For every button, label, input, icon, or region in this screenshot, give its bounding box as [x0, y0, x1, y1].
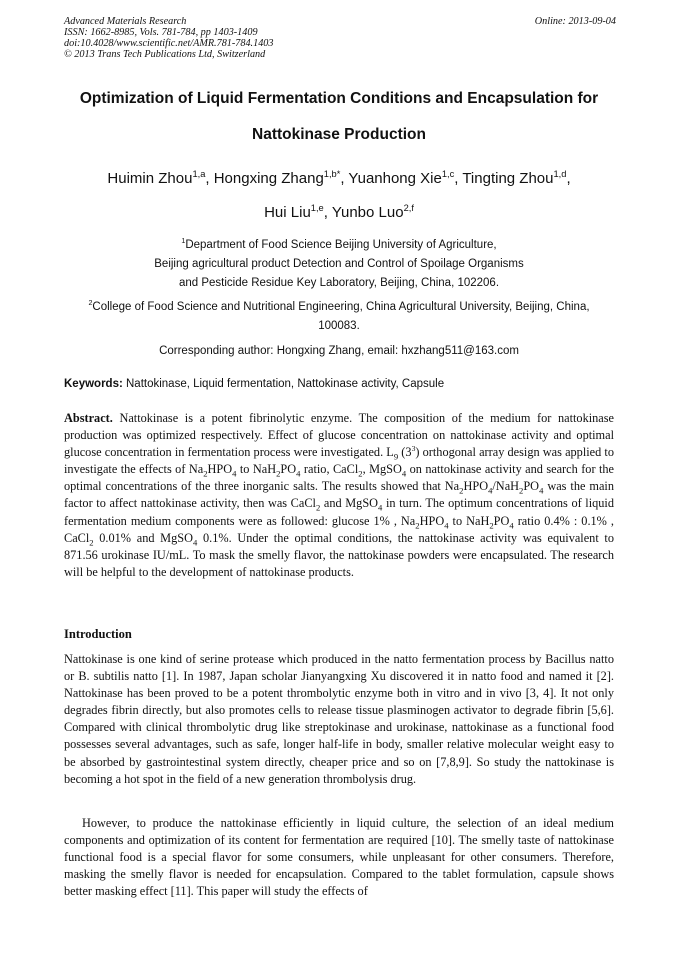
superscript: 3 — [411, 444, 416, 454]
abstract-text: , MgSO — [362, 462, 402, 477]
affiliation-sup: 2 — [88, 299, 93, 308]
subscript: 2 — [89, 537, 94, 548]
author-sep: , — [323, 204, 332, 221]
author-name: Tingting Zhou — [462, 170, 554, 187]
subscript: 4 — [401, 468, 407, 479]
copyright-line: © 2013 Trans Tech Publications Ltd, Switzerland — [64, 49, 266, 60]
corresponding-author: Corresponding author: Hongxing Zhang, email: hxzhang511@163.com — [159, 345, 519, 357]
paper-title-line2: Nattokinase Production — [252, 126, 426, 143]
author-sup: 2,f — [403, 203, 414, 213]
affiliation-text: Beijing agricultural product Detection and Control of Spoilage Organisms — [154, 258, 524, 270]
author-sup: 1,e — [310, 203, 324, 213]
abstract-text: was the main factor to affect nattokinase activity, then was CaCl — [64, 479, 614, 511]
abstract-text: PO — [493, 513, 510, 528]
subscript: 4 — [444, 520, 449, 531]
subscript: 2 — [489, 520, 494, 531]
abstract — [64, 410, 614, 581]
author-name: Huimin Zhou — [107, 170, 193, 187]
abstract-text: Nattokinase is a potent fibrinolytic enzyme. The composition of the medium for nattokinase production was optimized respectively. Effect of glucose concentration on nattokinase activity and optimal glucose concentration in fermentation process were investigated. L — [64, 411, 614, 460]
affiliation-1 — [30, 236, 648, 293]
subscript: 4 — [192, 537, 198, 548]
subscript: 2 — [276, 468, 281, 479]
subscript: 4 — [539, 485, 544, 496]
section-heading-introduction: Introduction — [64, 627, 132, 641]
introduction-paragraph-2 — [64, 815, 614, 900]
subscript: 2 — [519, 485, 524, 496]
keywords — [64, 378, 616, 390]
abstract-text: on nattokinase activity and search for the optimal concentrations of the three inorganic salts. The results showed that Na — [64, 462, 615, 494]
subscript: 4 — [296, 468, 301, 479]
paragraph-text: Nattokinase is one kind of serine protease which produced in the natto fermentation process by Bacillus natto or B. subtilis natto [1]. In 1987, Japan scholar Jianyangxing Xu discovered it in natto food and named it [2]. Nattokinase has been proved to be a potent thrombolytic enzyme both in vitro and in vivo [3, 4]. It not only degrades fibrin directly, but also promotes cells to release tissue plasminogen activator to degrade fibrin [5,6]. Compared with clinical thrombolytic drug like streptokinase and urokinase, nattokinase as a functional food possesses several advantages, such as safe, longer half-life in body, smaller relative molecular weight easy to be absorbed by gastrointestinal system directly, cheaper price and so on [7,8,9]. So study the nattokinase is becoming a hot spot in the field of a new generation thrombolysis drug. — [64, 652, 614, 786]
author-list-line2 — [30, 204, 648, 221]
abstract-text: HPO — [419, 513, 445, 528]
subscript: 2 — [415, 520, 420, 531]
author-sep: , — [340, 170, 349, 187]
affiliation-text: College of Food Science and Nutritional Engineering, China Agricultural University, Beijing, China, — [92, 301, 590, 313]
abstract-text: 0.1%. Under the optimal conditions, the nattokinase activity was equivalent to 871.56 urokinase IU/mL. To mask the smelly flavor, the nattokinase powders were encapsulated. The research will be helpful to the development of nattokinase products. — [64, 530, 614, 579]
abstract-text: ) orthogonal array design was applied to investigate the effects of Na — [64, 445, 614, 477]
affiliation-2 — [30, 298, 648, 336]
author-sup: 1,a — [192, 169, 206, 179]
author-sup: 1,b* — [323, 169, 341, 179]
issn-line: ISSN: 1662-8985, Vols. 781-784, pp 1403-1409 — [64, 27, 258, 38]
abstract-text: ratio, CaCl — [300, 462, 359, 477]
author-list-line1 — [30, 170, 648, 187]
affiliation-text: Department of Food Science Beijing University of Agriculture, — [185, 239, 497, 251]
affiliation-sup: 1 — [181, 237, 186, 246]
abstract-text: in turn. The optimum concentrations of liquid fermentation medium components were as followed: glucose 1% , Na — [64, 496, 614, 528]
subscript: 4 — [509, 520, 514, 531]
author-name: Yunbo Luo — [331, 204, 404, 221]
author-name: Hui Liu — [264, 204, 311, 221]
subscript: 4 — [232, 468, 237, 479]
abstract-text: HPO — [207, 462, 233, 477]
abstract-text: (3 — [398, 445, 412, 460]
subscript: 4 — [488, 485, 493, 496]
author-name: Hongxing Zhang — [213, 170, 324, 187]
paper-title-line1: Optimization of Liquid Fermentation Conditions and Encapsulation for — [79, 90, 599, 107]
abstract-text: HPO — [463, 479, 489, 494]
keywords-label: Keywords: — [64, 378, 123, 390]
doi-line: doi:10.4028/www.scientific.net/AMR.781-784.1403 — [64, 38, 274, 49]
abstract-text: and MgSO — [320, 496, 379, 511]
author-sep: , — [454, 170, 463, 187]
author-sup: 1,c — [441, 169, 455, 179]
subscript: 9 — [393, 451, 399, 462]
abstract-text: PO — [523, 479, 540, 494]
abstract-text: /NaH — [492, 479, 520, 494]
introduction-paragraph-1 — [64, 651, 614, 788]
abstract-label: Abstract. — [64, 411, 113, 425]
author-sep: , — [205, 170, 214, 187]
abstract-text: ratio 0.4% : 0.1% , CaCl — [64, 513, 614, 545]
affiliation-text: 100083. — [318, 320, 360, 332]
subscript: 2 — [358, 468, 363, 479]
author-sep: , — [566, 170, 571, 187]
subscript: 2 — [203, 468, 208, 479]
affiliation-text: and Pesticide Residue Key Laboratory, Beijing, China, 102206. — [178, 277, 500, 289]
keywords-text: Nattokinase, Liquid fermentation, Nattokinase activity, Capsule — [122, 378, 445, 390]
abstract-text: to NaH — [448, 513, 490, 528]
abstract-text: PO — [280, 462, 297, 477]
paragraph-text: However, to produce the nattokinase efficiently in liquid culture, the selection of an ideal medium components and optimization of its content for fermentation are required [10]. The smelly taste of nattokinase functional food is a special flavor for some consumers, while unpleasant for other consumers. Therefore, masking the smelly flavor is needed for encapsulation. Compared to the tablet formulation, capsule shows better masking effect [11]. This paper will study the effects of — [64, 816, 614, 899]
subscript: 2 — [315, 502, 321, 513]
subscript: 4 — [378, 502, 383, 513]
journal-header — [64, 16, 616, 60]
abstract-text: 0.01% and MgSO — [93, 530, 193, 545]
abstract-text: to NaH — [236, 462, 277, 477]
subscript: 2 — [459, 485, 464, 496]
online-date: Online: 2013-09-04 — [534, 16, 616, 27]
author-name: Yuanhong Xie — [348, 170, 442, 187]
journal-name: Advanced Materials Research — [64, 16, 187, 27]
author-sup: 1,d — [553, 169, 567, 179]
